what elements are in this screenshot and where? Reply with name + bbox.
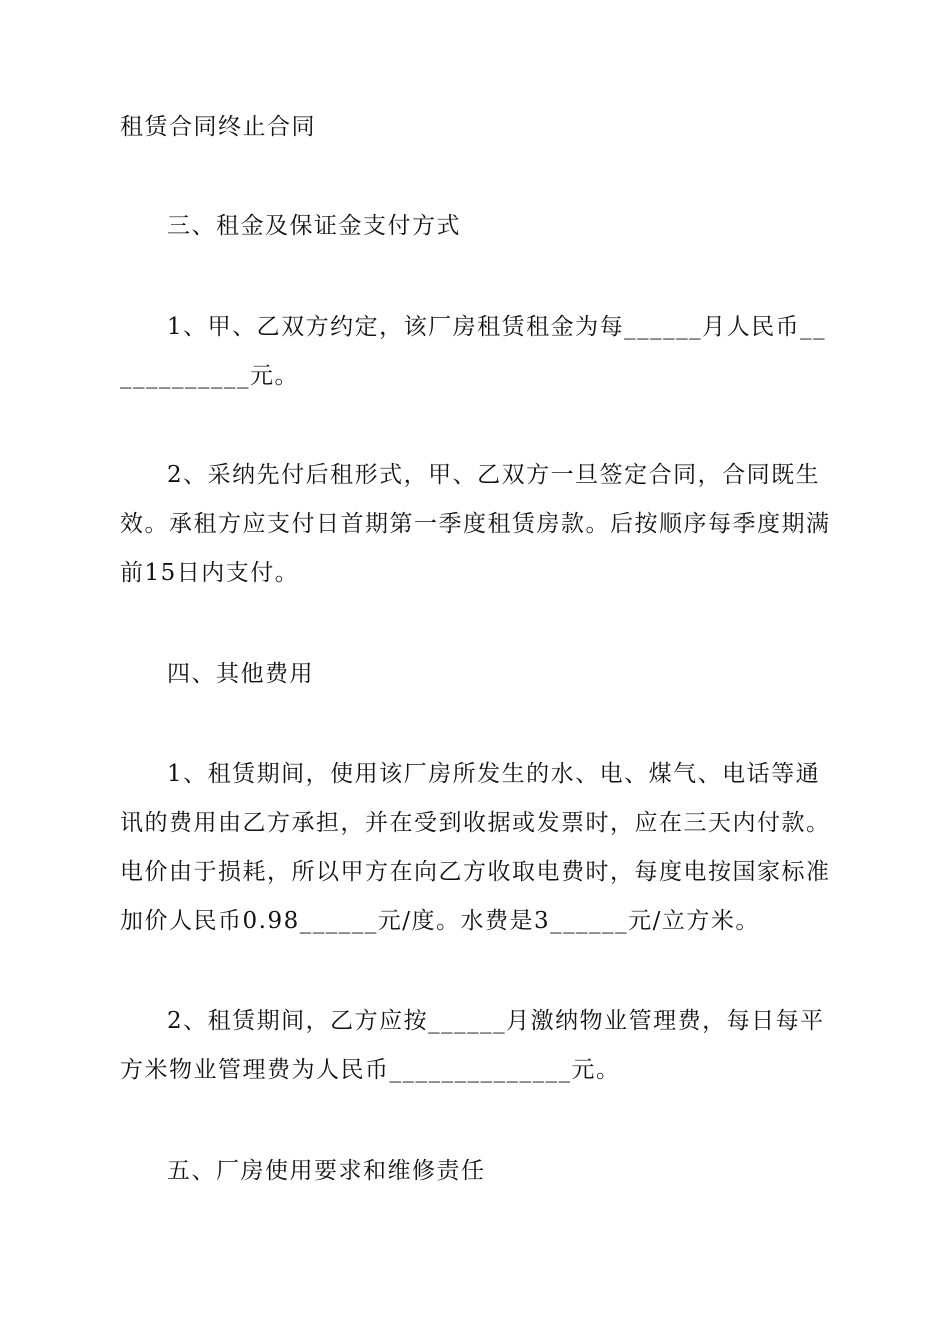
section-3-paragraph-1: 1、甲、乙双方约定，该厂房租赁租金为每______月人民币____________元。	[120, 314, 827, 389]
section-5-heading: 五、厂房使用要求和维修责任	[167, 1158, 486, 1184]
section-4-paragraph-1: 1、租赁期间，使用该厂房所发生的水、电、煤气、电话等通讯的费用由乙方承担，并在受到收据或发票时，应在三天内付款。电价由于损耗，所以甲方在向乙方收取电费时，每度电按国家标准加价人民币0.98______元/度。水费是3______元/立方米。	[120, 761, 831, 934]
document-title-line: 租赁合同终止合同	[120, 114, 316, 140]
section-4-heading: 四、其他费用	[167, 661, 314, 687]
section-3-heading: 三、租金及保证金支付方式	[167, 213, 461, 239]
section-3-paragraph-2: 2、采纳先付后租形式，甲、乙双方一旦签定合同，合同既生效。承租方应支付日首期第一季度租赁房款。后按顺序每季度期满前15日内支付。	[120, 462, 831, 586]
section-4-paragraph-2: 2、租赁期间，乙方应按______月激纳物业管理费，每日每平方米物业管理费为人民币______________元。	[120, 1008, 825, 1083]
